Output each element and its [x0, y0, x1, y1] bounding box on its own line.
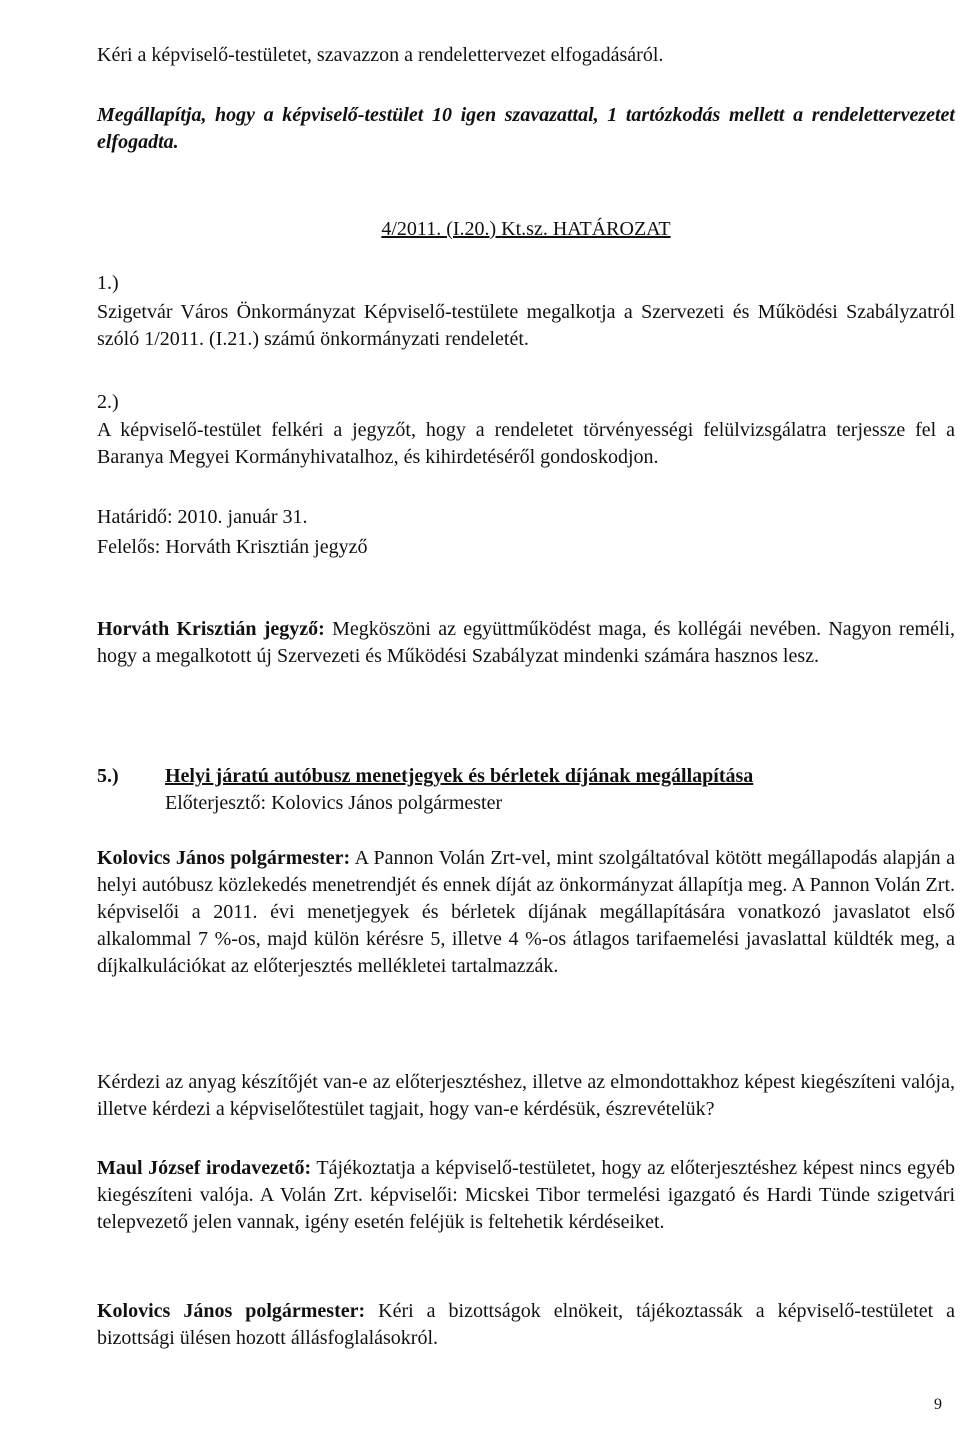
item2-text: A képviselő-testület felkéri a jegyzőt, hogy a rendeletet törvényességi felülvizsgálatra terjessze fel a Baranya Megyei Kormányhivatalhoz, és kihirdetéséről gondoskodjon.	[97, 419, 955, 468]
speech-text: Megköszöni az együttműködést maga, és kollégái nevében. Nagyon reméli, hogy a megalkotott új Szervezeti és Működési Szabályzat mindenki számára hasznos lesz.	[97, 618, 956, 667]
resolution-title: 4/2011. (I.20.) Kt.sz. HATÁROZAT	[381, 218, 671, 240]
item1-text: Szigetvár Város Önkormányzat Képviselő-testülete megalkotja a Szervezeti és Működési Szabályzatról szóló 1/2011. (I.21.) számú önkormányzati rendeletét.	[97, 301, 955, 350]
speaker-name: Horváth Krisztián jegyző:	[97, 618, 325, 640]
agenda-presenter: Előterjesztő: Kolovics János polgármester	[165, 792, 503, 814]
speaker-name: Kolovics János polgármester:	[97, 1300, 366, 1322]
speech-office-head	[97, 1155, 955, 1236]
speech-text: Kéri a bizottságok elnökeit, tájékoztassák a képviselő-testületet a bizottsági ülésen hozott állásfoglalásokról.	[97, 1300, 955, 1349]
page-number: 9	[934, 1396, 942, 1413]
deadline: Határidő: 2010. január 31.	[97, 506, 308, 528]
speaker-name: Kolovics János polgármester:	[97, 847, 351, 869]
agenda-presenter-row	[97, 790, 955, 817]
agenda-title: Helyi járatú autóbusz menetjegyek és bérletek díjának megállapítása	[165, 765, 754, 787]
agenda-number: 5.)	[97, 765, 119, 787]
speaker-name: Maul József irodavezető:	[97, 1157, 312, 1179]
question-paragraph: Kérdezi az anyag készítőjét van-e az előterjesztéshez, illetve az elmondottakhoz képest kiegészíteni valója, illetve kérdezi a képviselőtestület tagjait, hogy van-e kérdésük, észrevételük?	[97, 1071, 955, 1120]
speech-mayor-2	[97, 1298, 955, 1352]
item2-number: 2.)	[97, 391, 119, 413]
resolution-title-row	[97, 216, 955, 243]
item1-number: 1.)	[97, 272, 119, 294]
vote-result-paragraph: Megállapítja, hogy a képviselő-testület 10 igen szavazattal, 1 tartózkodás mellett a rendelettervezetet elfogadta.	[97, 104, 955, 153]
responsible: Felelős: Horváth Krisztián jegyző	[97, 536, 368, 558]
agenda-item-heading	[97, 763, 955, 790]
speech-notary	[97, 616, 955, 670]
speech-text: A Pannon Volán Zrt-vel, mint szolgáltatóval kötött megállapodás alapján a helyi autóbusz közlekedés menetrendjét és ennek díját az önkormányzat állapítja meg. A Pannon Volán Zrt. képviselői a 2011. évi menetjegyek és bérletek díjának megállapítására vonatkozó javaslatot első alkalommal 7 %-os, majd külön kérésre 5, illetve 4 %-os átlagos tarifaemelési javaslattal küldték meg, a díjkalkulációkat az előterjesztés mellékletei tartalmazzák.	[97, 847, 956, 977]
speech-mayor-1	[97, 845, 955, 980]
speech-text: Tájékoztatja a képviselő-testületet, hogy az előterjesztéshez képest nincs egyéb kiegészíteni valója. A Volán Zrt. képviselői: Micskei Tibor termelési igazgató és Hardi Tünde szigetvári telepvezető jelen vannak, igény esetén feléjük is feltehetik kérdéseiket.	[97, 1157, 956, 1233]
vote-request-paragraph: Kéri a képviselő-testületet, szavazzon a rendelettervezet elfogadásáról.	[97, 44, 664, 66]
